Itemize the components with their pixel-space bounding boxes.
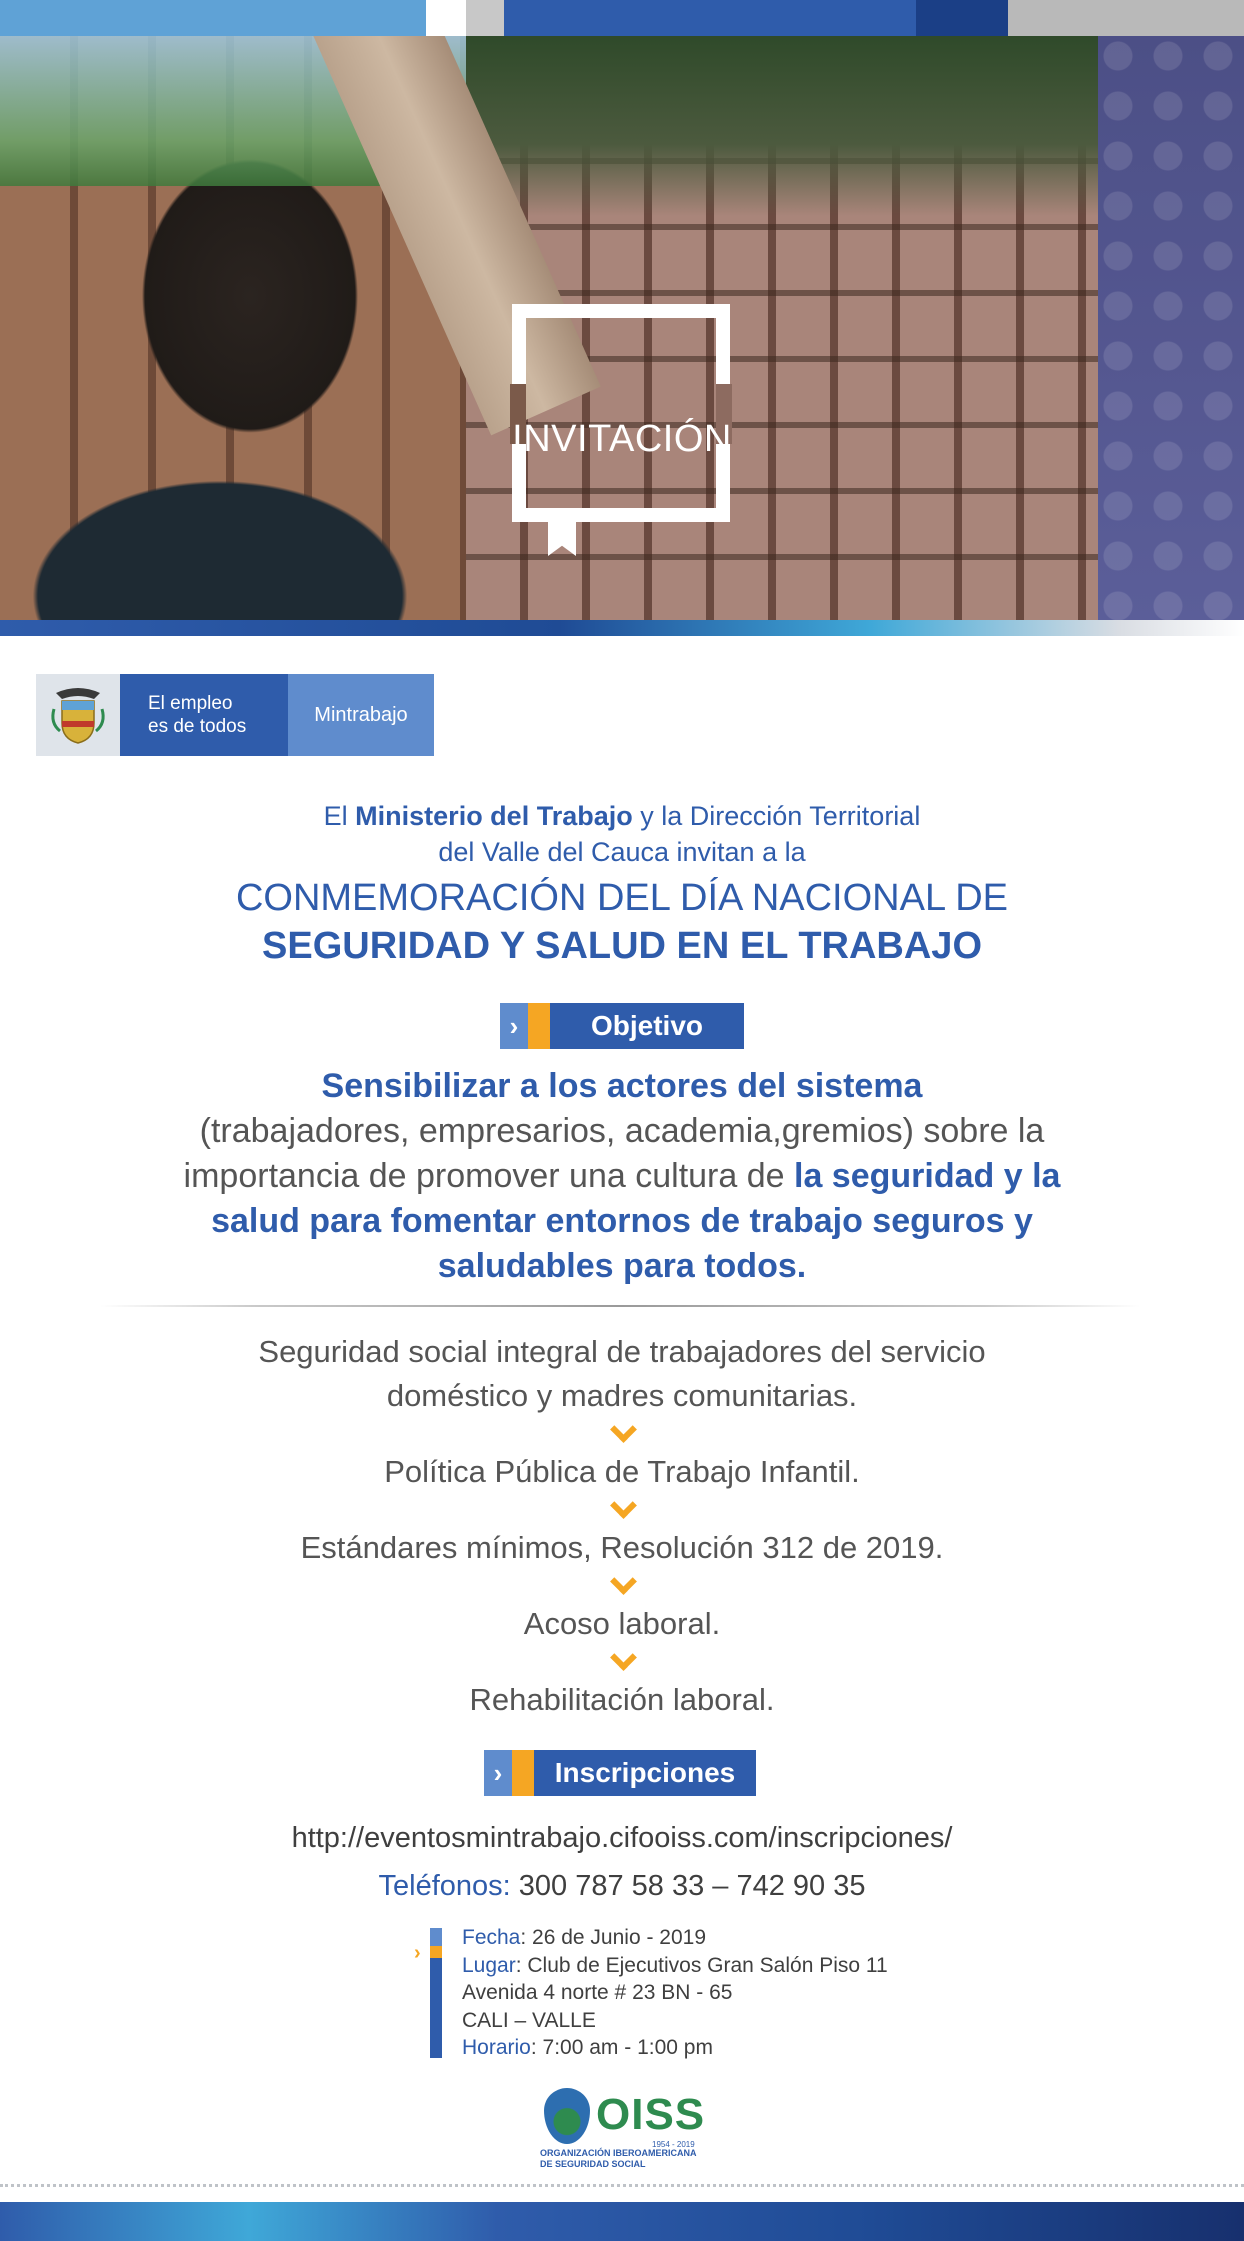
objective-line2: (trabajadores, empresarios, academia,gremios) sobre la (199, 1112, 1045, 1150)
colombia-coat-of-arms-icon (36, 674, 120, 756)
topic-item: Rehabilitación laboral. (469, 1682, 775, 1717)
coat-of-arms-icon (48, 683, 108, 747)
strip-segment (0, 0, 426, 36)
title-line2: SEGURIDAD Y SALUD EN EL TRABAJO (262, 925, 982, 967)
hours-label: Horario (462, 2036, 531, 2059)
registration-label: Inscripciones (534, 1750, 756, 1796)
chevron-down-icon (607, 1570, 637, 1602)
invitation-frame (512, 304, 730, 522)
objective-line3: importancia de promover una cultura de (183, 1157, 794, 1195)
strip-segment (466, 0, 504, 36)
phones-line (0, 1870, 1244, 1903)
oiss-logo (540, 2084, 710, 2174)
topic-item: Estándares mínimos, Resolución 312 de 2019. (300, 1530, 944, 1565)
hero-trees (466, 36, 1098, 216)
hero-dotted-panel (1098, 36, 1244, 620)
intro-ministry: Ministerio del Trabajo (355, 801, 633, 831)
ministry-short-name: Mintrabajo (288, 674, 434, 756)
oiss-subtitle (540, 2148, 697, 2170)
bottom-gradient-bar (0, 2202, 1244, 2241)
orange-accent (512, 1750, 534, 1796)
objective-heading (500, 1003, 744, 1049)
objective-line4: salud para fomentar entornos de trabajo seguros y (211, 1202, 1033, 1240)
gov-logo (36, 674, 434, 756)
oiss-years: 1954 - 2019 (652, 2140, 695, 2149)
date-label: Fecha (462, 1926, 521, 1949)
topic-line: Seguridad social integral de trabajadores del servicio (258, 1334, 986, 1369)
details-lines (462, 1924, 888, 2062)
topic-line: doméstico y madres comunitarias. (386, 1378, 858, 1413)
phones-label: Teléfonos: (378, 1870, 511, 1902)
details-bar (430, 1928, 442, 2058)
place-label: Lugar (462, 1953, 516, 1977)
slogan-line2: es de todos (148, 716, 247, 737)
registration-heading (484, 1750, 756, 1796)
objective-line3-highlight: la seguridad y la (794, 1157, 1061, 1195)
hero-gradient-bar (0, 620, 1244, 636)
hours-value: : 7:00 am - 1:00 pm (530, 2036, 713, 2059)
invitation-frame-border (512, 304, 730, 522)
event-details (414, 1926, 990, 2059)
invitation-label: INVITACIÓN (512, 418, 732, 460)
city: CALI – VALLE (462, 2008, 596, 2032)
objective-heading-text: Sensibilizar a los actores del sistema (321, 1067, 923, 1105)
event-title (0, 874, 1244, 970)
section-divider (100, 1305, 1140, 1307)
oiss-drop-icon (544, 2088, 590, 2144)
chevron-right-icon: › (500, 1003, 528, 1049)
details-bar-accent (430, 1946, 442, 1958)
title-line1: CONMEMORACIÓN DEL DÍA NACIONAL DE (235, 877, 1009, 919)
chevron-right-icon: › (484, 1750, 512, 1796)
chevron-down-icon (607, 1494, 637, 1526)
topic-item (0, 1330, 1244, 1418)
gov-slogan (120, 674, 288, 756)
strip-segment (1008, 0, 1244, 36)
date-value: : 26 de Junio - 2019 (520, 1926, 707, 1949)
phones-value: 300 787 58 33 – 742 90 35 (510, 1870, 866, 1902)
strip-segment (916, 0, 1008, 36)
top-color-strip (0, 0, 1244, 36)
objective-line5: saludables para todos. (437, 1247, 807, 1285)
chevron-down-icon (607, 1418, 637, 1450)
intro-part2: y la Dirección Territorial (632, 801, 921, 831)
topics-list (0, 1330, 1244, 1722)
topic-item: Acoso laboral. (523, 1606, 721, 1641)
intro-text (0, 798, 1244, 870)
dotted-divider (0, 2184, 1244, 2187)
objective-text (0, 1064, 1244, 1289)
topic-item: Política Pública de Trabajo Infantil. (384, 1454, 860, 1489)
oiss-name: OISS (596, 2090, 706, 2139)
details-bar-top (430, 1928, 442, 1946)
strip-segment (504, 0, 916, 36)
place-value: : Club de Ejecutivos Gran Salón Piso 11 (515, 1953, 888, 1977)
chevron-down-icon (607, 1646, 637, 1678)
oiss-subtitle-line2: DE SEGURIDAD SOCIAL (540, 2159, 646, 2169)
intro-part1: El (323, 801, 356, 831)
intro-line2: del Valle del Cauca invitan a la (438, 837, 806, 867)
chevron-right-icon: › (414, 1942, 421, 1964)
slogan-line1: El empleo (148, 693, 233, 714)
registration-link[interactable]: http://eventosmintrabajo.cifooiss.com/inscripciones/ (291, 1822, 953, 1854)
address: Avenida 4 norte # 23 BN - 65 (462, 1981, 733, 2004)
orange-accent (528, 1003, 550, 1049)
oiss-subtitle-line1: ORGANIZACIÓN IBEROAMERICANA (540, 2148, 697, 2158)
strip-segment (426, 0, 466, 36)
objective-label: Objetivo (550, 1003, 744, 1049)
